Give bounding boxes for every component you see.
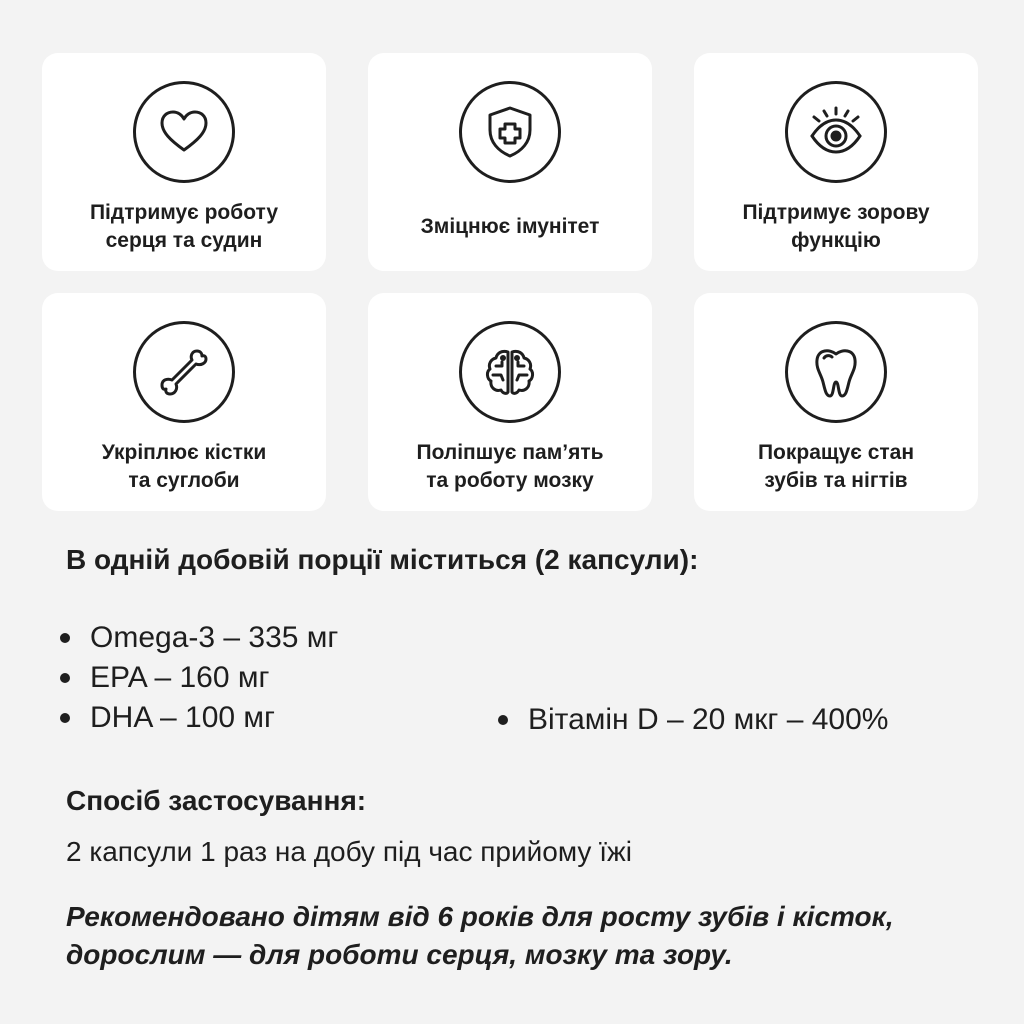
benefit-card-immunity xyxy=(368,53,652,271)
shield-plus-icon xyxy=(459,81,561,183)
benefit-label: Зміцнює імунітет xyxy=(420,215,600,238)
benefit-card-brain xyxy=(368,293,652,511)
heart-icon xyxy=(133,81,235,183)
usage-text: 2 капсули 1 раз на добу під час прийому їжі xyxy=(66,836,632,867)
bullet-icon xyxy=(60,713,70,723)
benefit-label: Поліпшує пам’ять та роботу мозку xyxy=(416,441,604,492)
list-item-text: DHA – 100 мг xyxy=(90,701,275,734)
list-item xyxy=(60,698,338,738)
list-item-text: Вітамін D – 20 мкг – 400% xyxy=(528,703,889,736)
bone-icon xyxy=(133,321,235,423)
benefit-label: Покращує стан зубів та нігтів xyxy=(757,441,915,492)
list-item xyxy=(60,618,338,658)
composition-heading: В одній добовій порції міститься (2 капсули): xyxy=(66,544,699,575)
composition-list xyxy=(60,618,338,738)
list-item xyxy=(60,658,338,698)
bullet-icon xyxy=(498,715,508,725)
recommendation-text: Рекомендовано дітям від 6 років для росту зубів і кісток, дорослим — для роботи серця, мозку та зору. xyxy=(66,901,894,970)
benefit-card-heart xyxy=(42,53,326,271)
benefit-label: Підтримує роботу серця та судин xyxy=(89,201,279,252)
list-item xyxy=(498,700,888,740)
list-item-text: Omega-3 – 335 мг xyxy=(90,621,339,654)
brain-icon xyxy=(459,321,561,423)
usage-title: Спосіб застосування: xyxy=(66,785,367,816)
benefit-card-vision xyxy=(694,53,978,271)
composition-list-extra xyxy=(498,700,888,740)
bullet-icon xyxy=(60,633,70,643)
benefit-card-teeth xyxy=(694,293,978,511)
bullet-icon xyxy=(60,673,70,683)
tooth-icon xyxy=(785,321,887,423)
list-item-text: EPA – 160 мг xyxy=(90,661,270,694)
benefit-card-bones xyxy=(42,293,326,511)
benefit-label: Підтримує зорову функцію xyxy=(742,201,930,252)
benefits-grid xyxy=(42,53,979,511)
eye-icon xyxy=(785,81,887,183)
benefit-label: Укріплює кістки та суглоби xyxy=(101,441,267,492)
